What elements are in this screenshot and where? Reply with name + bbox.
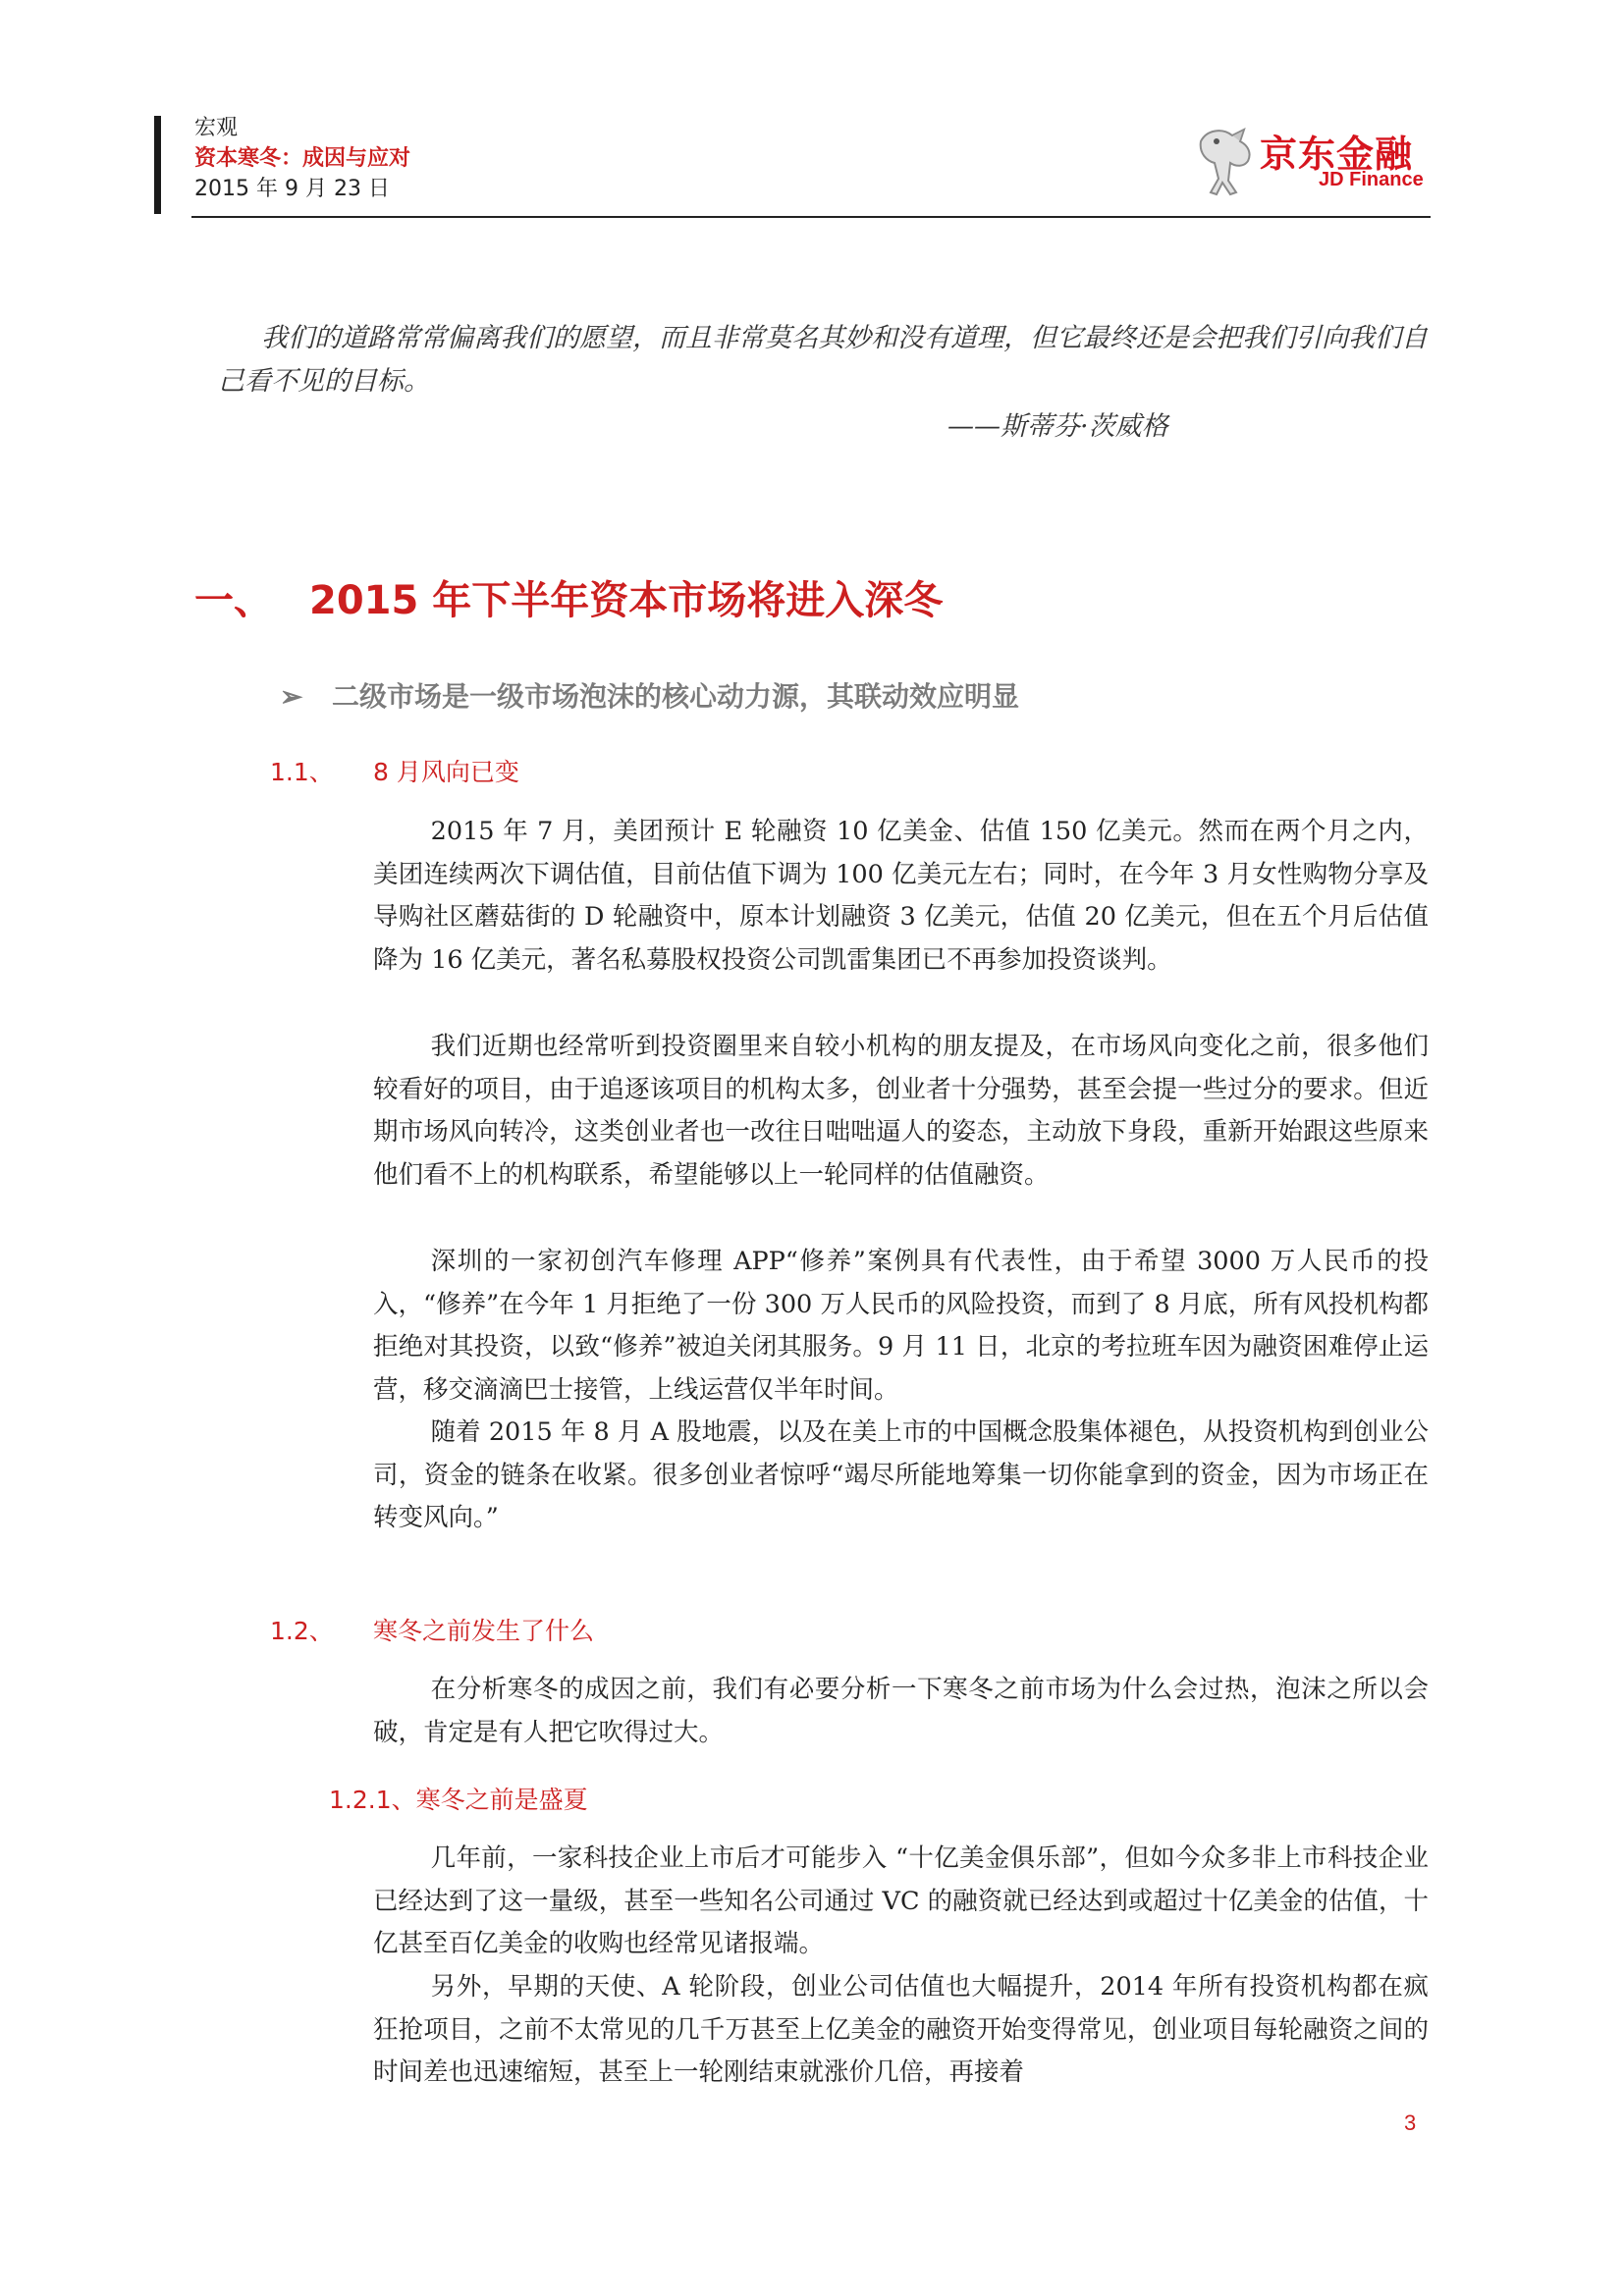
paragraph: 深圳的一家初创汽车修理 APP“修养”案例具有代表性，由于希望 3000 万人民币的投入，“修养”在今年 1 月拒绝了一份 300 万人民币的风险投资，而到了 8 月底，所有风投机构都拒绝对其投资，以致“修养”被迫关闭其服务。9 月 11 日，北京的考拉班车因为融资困难停止运营，移交滴滴巴士接管，上线运营仅半年时间。	[373, 1247, 1429, 1405]
subsection-heading-1-2	[270, 1612, 594, 1647]
header-report-title: 资本寒冬：成因与应对	[194, 146, 411, 171]
paragraph: 另外，早期的天使、A 轮阶段，创业公司估值也大幅提升，2014 年所有投资机构都在疯狂抢项目，之前不太常见的几千万甚至上亿美金的融资开始变得常见，创业项目每轮融资之间的时间差也迅速缩短，甚至上一轮刚结束就涨价几倍，再接着	[373, 1972, 1429, 2087]
paragraph: 几年前，一家科技企业上市后才可能步入 “十亿美金俱乐部”，但如今众多非上市科技企业已经达到了这一量级，甚至一些知名公司通过 VC 的融资就已经达到或超过十亿美金的估值，十亿甚至百亿美金的收购也经常见诸报端。	[373, 1843, 1429, 1958]
paragraph: 随着 2015 年 8 月 A 股地震，以及在美上市的中国概念股集体褪色，从投资机构到创业公司，资金的链条在收紧。很多创业者惊呼“竭尽所能地筹集一切你能拿到的资金，因为市场正在转变风向。”	[373, 1417, 1429, 1532]
epigraph-author: ——斯蒂芬·茨威格	[947, 411, 1168, 442]
logo-chinese-text: 京东金融	[1260, 133, 1414, 176]
paragraph: 在分析寒冬的成因之前，我们有必要分析一下寒冬之前市场为什么会过热，泡沫之所以会破，肯定是有人把它吹得过大。	[373, 1675, 1429, 1747]
epigraph-quote: 我们的道路常常偏离我们的愿望，而且非常莫名其妙和没有道理，但它最终还是会把我们引向我们自己看不见的目标。	[218, 323, 1428, 397]
subsection-heading-1-2-1: 1.2.1、寒冬之前是盛夏	[329, 1786, 588, 1814]
header-accent-bar	[154, 116, 161, 214]
subsection-number: 1.2、	[270, 1617, 334, 1645]
page-number: 3	[1404, 2110, 1417, 2135]
section-heading	[194, 569, 943, 625]
subsection-number: 1.1、	[270, 758, 334, 786]
key-point-bullet	[280, 675, 1019, 715]
key-point-text: 二级市场是一级市场泡沫的核心动力源，其联动效应明显	[332, 680, 1020, 713]
subsection-heading-1-1	[270, 753, 519, 788]
header-date: 2015 年 9 月 23 日	[194, 177, 390, 201]
header-category: 宏观	[194, 116, 239, 140]
section-number: 一、	[194, 578, 273, 623]
arrow-bullet-icon: ➢	[280, 680, 303, 713]
paragraph: 2015 年 7 月，美团预计 E 轮融资 10 亿美金、估值 150 亿美元。然而在两个月之内，美团连续两次下调估值，目前估值下调为 100 亿美元左右；同时，在今年 3 月女性购物分享及导购社区蘑菇街的 D 轮融资中，原本计划融资 3 亿美元，估值 20 亿美元，但在五个月后估值降为 16 亿美元，著名私募股权投资公司凯雷集团已不再参加投资谈判。	[373, 817, 1429, 975]
subsection-title: 8 月风向已变	[373, 758, 519, 786]
subsection-title: 寒冬之前发生了什么	[373, 1617, 595, 1645]
paragraph: 我们近期也经常听到投资圈里来自较小机构的朋友提及，在市场风向变化之前，很多他们较看好的项目，由于追逐该项目的机构太多，创业者十分强势，甚至会提一些过分的要求。但近期市场风向转冷，这类创业者也一改往日咄咄逼人的姿态，主动放下身段，重新开始跟这些原来他们看不上的机构联系，希望能够以上一轮同样的估值融资。	[373, 1032, 1429, 1190]
jd-finance-logo	[1193, 120, 1438, 198]
jd-dog-mascot-icon	[1193, 120, 1262, 198]
logo-english-text: JD Finance	[1319, 169, 1424, 190]
header-divider	[191, 216, 1431, 218]
section-title: 2015 年下半年资本市场将进入深冬	[309, 578, 944, 623]
